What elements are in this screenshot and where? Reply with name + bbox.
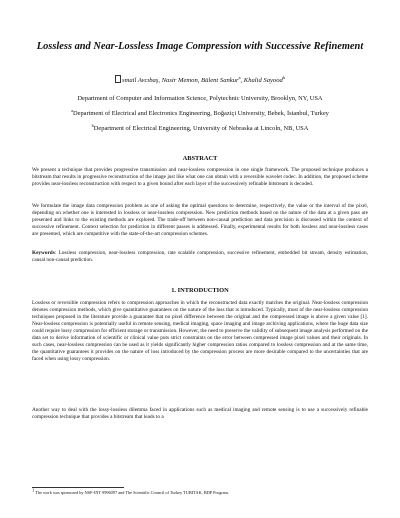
- author-first: smail Avcıbaş: [122, 77, 159, 84]
- paper-title: Lossless and Near-Lossless Image Compression with Successive Refinement: [36, 41, 364, 52]
- affiliation-1: Department of Computer and Information Science, Polytechnic University, Brooklyn, NY, USA: [77, 95, 323, 102]
- keywords: [32, 250, 368, 264]
- author-sup-b: b: [282, 74, 285, 80]
- footnote-text: The work was sponsored by NSF-INT 9996097 and The Scientific Council of Turkey TUBITAK, BDP Program.: [35, 490, 229, 495]
- affiliation-3-wrap: [16, 122, 384, 133]
- keywords-text: : Lossless compression, near-lossless compression, rate scalable compression, successive refinement, embedded bit stream, density estimation, causal non-causal prediction.: [32, 250, 368, 264]
- affiliation-3-sup: b: [91, 122, 94, 128]
- abstract-heading: ABSTRACT: [182, 155, 218, 162]
- author-list: [20, 75, 380, 85]
- affiliation-2-sup: a: [71, 107, 74, 113]
- abstract-paragraph-1: We present a technique that provides progressive transmission and near-lossless compression in one single framework. The proposed technique produces a bitstream that results in progressive reconstruction of the image just like what one can obtain with a reversible wavelet codec. In addition, the proposed scheme provides near-lossless reconstruction with respect to a given bound after each layer of the successively refinable bitstream is decoded.: [32, 167, 368, 188]
- author-last: , Khalid Sayood: [240, 77, 283, 84]
- text-cursor-box-icon: [115, 75, 121, 83]
- section-1-heading: 1. INTRODUCTION: [171, 287, 229, 294]
- intro-paragraph-1: Lossless or reversible compression refers to compression approaches in which the reconstructed data exactly matches the original. Near-lossless compression denotes compression methods, which give quantitative guarantees on the nature of the loss that is introduced. Typically, most of the near-lossless compression techniques proposed in the literature provide a guarantee that no pixel difference between the original and the compressed image is above a given value [1]. Near-lossless compression is potentially useful in remote sensing, medical imaging, space imaging and image archiving applications, where the huge data size could require lossy compression for efficient storage or transmission. However, the need to preserve the validity of subsequent image analysis performed on the data set to derive information of scientific or clinical value puts strict constraints on the error between compressed image pixel values and their originals. In such cases, near-lossless compression can be used as it yields significantly higher compression ratios compared to lossless compression and at the same time, the quantitative guarantees it provides on the nature of loss introduced by the compression process are more desirable compared to the uncertainties that are faced when using lossy compression.: [32, 300, 368, 363]
- affiliation-3: Department of Electrical Engineering, University of Nebraska at Lincoln, NB, USA: [93, 125, 309, 132]
- footnote-mark: 1: [32, 487, 35, 493]
- author-sup-a: a: [238, 74, 241, 80]
- footnote-rule: [32, 487, 124, 488]
- affiliation-2-wrap: [16, 107, 384, 118]
- footnote: [32, 487, 368, 496]
- author-middle: , Nasir Memon, Bülent Sankur: [158, 77, 239, 84]
- intro-paragraph-2: Another way to deal with the lossy-lossless dilemma faced in applications such as medical imaging and remote sensing is to use a successively refinable compression technique that provides a bitstream that leads to a: [32, 407, 368, 421]
- affiliation-2: Department of Electrical and Electronics Engineering, Boğaziçi University, Bebek, İstanbul, Turkey: [73, 110, 329, 117]
- abstract-paragraph-2: We formulate the image data compression problem as one of asking the optimal questions to determine, respectively, the value or the interval of the pixel, depending on whether one is interested in lossless or near-lossless compression. New prediction methods based on the nature of the data at a given pass are presented and links to the existing methods are explored. The trade-off between non-causal prediction and data precision is discussed within the context of successive refinement. Context selection for prediction in different passes is addressed. Finally, experimental results for both lossless and near-lossless cases are presented, which are competitive with the state-of-the-art compression schemes.: [32, 203, 368, 238]
- keywords-label: Keywords: [32, 250, 55, 256]
